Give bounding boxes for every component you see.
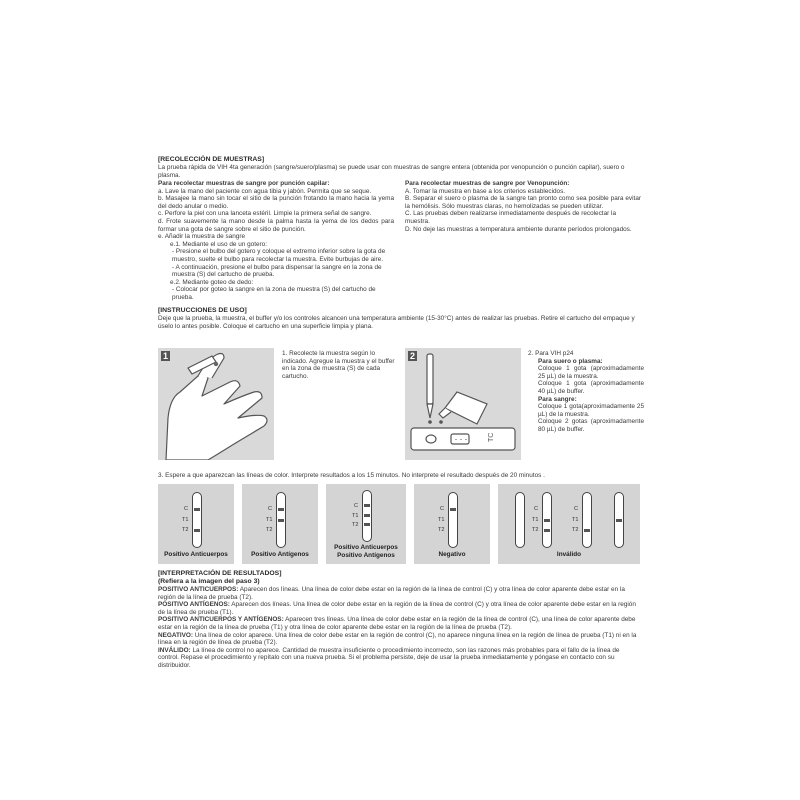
- veno-column: [405, 180, 641, 233]
- strip-label-c: C: [440, 506, 445, 512]
- item-label: POSITIVO ANTÍGENOS:: [158, 601, 230, 609]
- t2-line: [544, 529, 550, 532]
- capilar-heading: Para recolectar muestras de sangre por punción capilar:: [158, 180, 330, 187]
- strip-label-c: C: [534, 506, 539, 512]
- step2-text: [528, 350, 644, 434]
- result-caption: Inválido: [556, 551, 582, 558]
- control-line: [364, 504, 370, 507]
- strip-label-t2: T2: [572, 527, 579, 533]
- strip-label-c: C: [184, 506, 189, 512]
- strip-label-c: C: [268, 506, 273, 512]
- item-label: INVÁLIDO:: [158, 646, 191, 654]
- step3-text: 3. Espere a que aparezcan las líneas de color. Interprete resultados a los 15 minutos. No interprete el resultado después de 20 minutos .: [158, 472, 545, 479]
- control-line: [278, 508, 284, 511]
- recoleccion-section: [158, 156, 642, 179]
- recoleccion-title: [RECOLECCIÓN DE MUESTRAS]: [158, 156, 265, 163]
- capilar-sub1-line: - A continuación, presione el bulbo para dispensar la sangre en la zona de muestra (S) del cartucho de prueba.: [172, 263, 382, 279]
- control-line: [450, 508, 456, 511]
- veno-line: B. Separar el suero o plasma de la sangre tan pronto como sea posible para evitar la hemólisis. Sólo muestras claras, no hemolizadas se pueden utilizar.: [405, 195, 641, 210]
- step2-heading: 2. Para VIH p24: [528, 350, 574, 357]
- step1-illustration: [158, 348, 274, 460]
- interpretacion-item: [158, 632, 642, 647]
- interpretacion-item: [158, 586, 642, 601]
- strip-label-t2: T2: [352, 522, 359, 528]
- result-caption: Negativo: [438, 551, 466, 558]
- step2-illustration: [405, 348, 521, 460]
- sangre-line: Coloque 2 gotas (aproximadamente 80 µL) de buffer.: [538, 418, 644, 433]
- capilar-column: [158, 180, 394, 302]
- item-label: POSITIVO ANTICUERPOS:: [158, 586, 239, 593]
- test-strip: [448, 492, 458, 548]
- interpretacion-item: [158, 616, 642, 631]
- t2-line: [584, 529, 590, 532]
- t1-line: [364, 514, 370, 517]
- capilar-sub2-heading: e.2. Mediante goteo de dedo:: [170, 278, 254, 286]
- veno-line: D. No deje las muestras a temperatura ambiente durante períodos prolongados.: [405, 225, 632, 233]
- control-line: [194, 508, 200, 511]
- t1-line: [616, 519, 622, 522]
- capilar-line: e. Añadir la muestra de sangre: [158, 233, 246, 241]
- item-text: Aparecen dos líneas. Una línea de color debe estar en la región de la línea de control (C) y otra línea de color aparente debe estar en la región de la línea de prueba (T2).: [158, 586, 625, 601]
- interpretacion-title: [INTERPRETACIÓN DE RESULTADOS]: [158, 570, 282, 577]
- strip-label-c: C: [574, 506, 579, 512]
- dropper-bottle-icon: [405, 348, 521, 460]
- capilar-line: d. Frote suavemente la mano desde la palma hasta la yema de los dedos para formar una gota de sangre sobre el sitio de punción.: [158, 217, 394, 233]
- result-panel-positivo-antigenos: [242, 484, 318, 564]
- capilar-sub1-line: - Presione el bulbo del gotero y coloque el extremo inferior sobre la gota de muestro, suelte el bulbo para recolectar la muestra. Evite burbujas de aire.: [172, 248, 386, 263]
- interpretacion-item: [158, 601, 642, 616]
- sangre-line: Coloque 1 gota(aproximadamente 25 µL) de la muestra.: [538, 403, 644, 418]
- item-text: Una línea de color aparece. Una línea de color debe estar en la región de control (C), no aparece ninguna línea en la región de línea de prueba (T1) ni en la línea en la región de línea de prueba (T2).: [158, 631, 637, 647]
- strip-label-t1: T1: [438, 517, 445, 523]
- strip-label-t2: T2: [532, 527, 539, 533]
- hand-lancet-icon: [158, 348, 274, 460]
- recoleccion-intro: La prueba rápida de VIH 4ta generación (sangre/suero/plasma) se puede usar con muestras de sangre entera (obtenida por venopunción o punción capilar), suero o plasma.: [158, 164, 625, 179]
- suero-line: Coloque 1 gota (aproximadamente 25 µL) de la muestra.: [538, 365, 644, 380]
- result-panel-positivo-ambos: [326, 484, 406, 564]
- test-strip: [362, 490, 372, 542]
- strip-label-t2: T2: [438, 527, 445, 533]
- interpretacion-subtitle: (Refiera a la imagen del paso 3): [158, 578, 260, 585]
- test-strip: [192, 492, 202, 548]
- step1-number: 1: [163, 351, 169, 361]
- item-text: Aparecen dos líneas. Una línea de color debe estar en la región de la línea de control (C) y otra línea de color aparente debe estar en la región de la línea de prueba (T1).: [158, 601, 636, 616]
- result-panel-invalido: [498, 484, 640, 564]
- result-caption-line2: Positivo Antígenos: [337, 552, 395, 559]
- veno-line: A. Tomar la muestra en base a los criterios establecidos.: [405, 187, 566, 195]
- cassette-label: TC: [488, 432, 495, 442]
- test-strip: [614, 492, 624, 548]
- suero-heading: Para suero o plasma:: [538, 357, 603, 365]
- sangre-heading: Para sangre:: [538, 395, 577, 403]
- suero-line: Coloque 1 gota (aproximadamente 40 µL) de buffer.: [538, 380, 644, 395]
- veno-heading: Para recolectar muestras de sangre por Venopunción:: [405, 180, 570, 187]
- capilar-line: c. Perfore la piel con una lanceta estéril. Limpie la primera señal de sangre.: [158, 210, 372, 218]
- result-caption-line1: Positivo Anticuerpos: [334, 544, 398, 551]
- veno-line: C. Las pruebas deben realizarse inmediatamente después de recolectar la muestra.: [405, 210, 617, 225]
- test-strip: [276, 492, 286, 548]
- instrucciones-section: [158, 307, 642, 330]
- interpretacion-section: [158, 570, 642, 670]
- t2-line: [194, 529, 200, 532]
- item-label: POSITIVO ANTICUERPOS Y ANTÍGENOS:: [158, 616, 284, 624]
- capilar-line: a. Lave la mano del paciente con agua tibia y jabón. Permita que se seque.: [158, 187, 372, 195]
- instrucciones-title: [INSTRUCCIONES DE USO]: [158, 307, 247, 314]
- result-panel-positivo-anticuerpos: [158, 484, 234, 564]
- strip-label-t1: T1: [352, 513, 359, 519]
- result-panel-negativo: [414, 484, 490, 564]
- step1-text: 1. Recolecte la muestra según lo indicado. Agregue la muestra y el buffer en la zona de muestra (S) de cada cartucho.: [282, 350, 395, 380]
- instrucciones-text: Deje que la prueba, la muestra, el buffer y/o los controles alcancen una temperatura ambiente (15-30°C) antes de realizar las pruebas. Retire el cartucho del empaque y úselo lo antes posible. Coloque el cartucho en una superficie limpia y plana.: [158, 315, 635, 330]
- test-strip: [515, 492, 525, 548]
- interpretacion-item: [158, 647, 642, 670]
- t2-line: [364, 523, 370, 526]
- strip-label-t1: T1: [182, 517, 189, 523]
- strip-label-t1: T1: [266, 517, 273, 523]
- t1-line: [278, 519, 284, 522]
- strip-label-t2: T2: [182, 527, 189, 533]
- capilar-sub2-line: - Colocar por goteo la sangre en la zona de muestra (S) del cartucho de prueba.: [172, 286, 376, 301]
- test-strip: [582, 492, 592, 548]
- item-label: NEGATIVO:: [158, 631, 194, 639]
- strip-label-t1: T1: [532, 517, 539, 523]
- step2-number: 2: [410, 351, 416, 361]
- strip-label-t2: T2: [266, 527, 273, 533]
- strip-label-t1: T1: [572, 517, 579, 523]
- result-caption: Positivo Anticuerpos: [164, 551, 228, 558]
- item-text: La línea de control no aparece. Cantidad de muestra insuficiente o procedimiento incorrecto, son las razones más probables para el fallo de la línea de control. Repase el procedimiento y repítalo con una nueva prueba. Si el problema persiste, deje de usar la prueba inmediatamente y póngase en contacto con su distribuidor.: [158, 646, 620, 669]
- capilar-line: b. Masajee la mano sin tocar el sitio de la punción frotando la mano hacia la yema del dedo anular o medio.: [158, 195, 394, 210]
- strip-label-c: C: [354, 503, 359, 509]
- test-strip: [542, 492, 552, 548]
- t1-line: [544, 519, 550, 522]
- result-caption: Positivo Antígenos: [251, 551, 309, 558]
- capilar-sub1-heading: e.1. Mediante el uso de un gotero:: [170, 240, 267, 248]
- item-text: Aparecen tres líneas. Una línea de color debe estar en la región de la línea de control (C), una línea de color aparente debe estar en la región de la línea de prueba (T1) y otra línea de color aparente debe estar en la región de la línea de prueba (T2).: [158, 616, 636, 631]
